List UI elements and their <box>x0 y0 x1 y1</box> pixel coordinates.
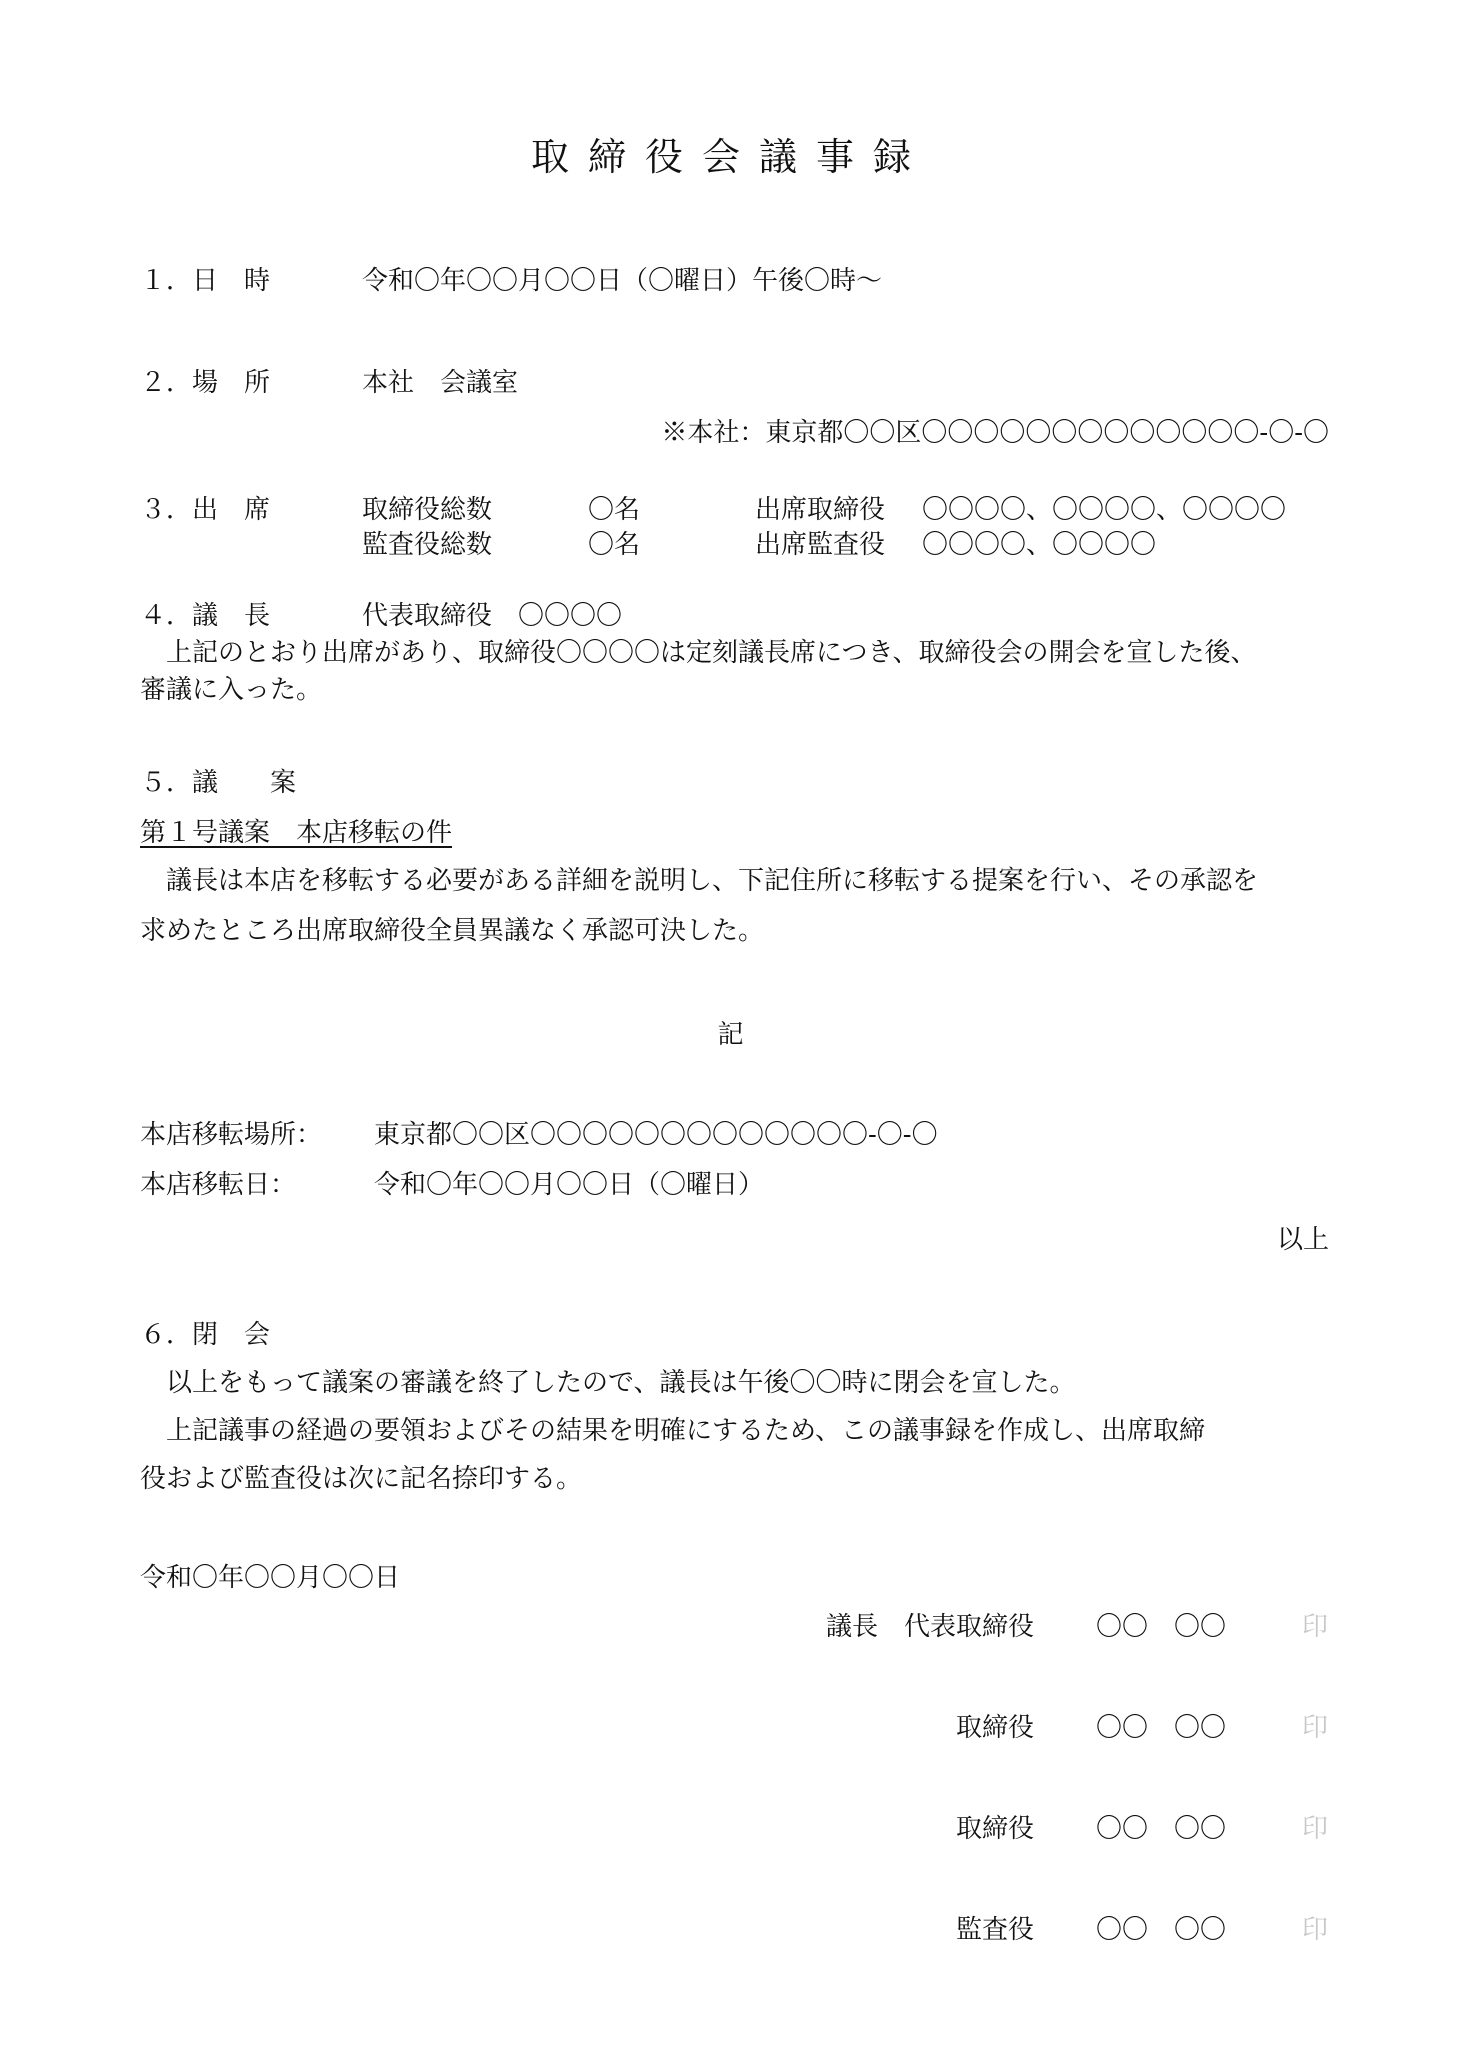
signature-chair-role: 議長 代表取締役 <box>825 1612 1034 1642</box>
attendance-directors-kind: 取締役総数 <box>362 495 493 525</box>
signature-director1-name: 〇〇 〇〇 <box>1096 1713 1227 1743</box>
signature-director1-seal: 印 <box>1302 1713 1329 1743</box>
section-place-value: 本社 会議室 <box>362 368 519 398</box>
attendance-directors-count: 〇名 <box>588 495 641 525</box>
closing-paragraph2-line2: 役および監査役は次に記名捺印する。 <box>140 1464 583 1494</box>
attendance-auditors-kind: 監査役総数 <box>362 530 493 560</box>
section-attendance-label: ３．出 席 <box>140 495 271 525</box>
ijou: 以上 <box>1276 1225 1329 1255</box>
relocation-date-value: 令和〇年〇〇月〇〇日（〇曜日） <box>374 1170 765 1200</box>
attendance-auditors-count: 〇名 <box>588 530 641 560</box>
signature-auditor-name: 〇〇 〇〇 <box>1096 1915 1227 1945</box>
page-title: 取締役会議事録 <box>530 135 930 179</box>
signature-director2-name: 〇〇 〇〇 <box>1096 1814 1227 1844</box>
agenda-item-title: 第１号議案 本店移転の件 <box>140 818 453 848</box>
section-chair-label: ４．議 長 <box>140 601 271 631</box>
signature-auditor-seal: 印 <box>1302 1915 1329 1945</box>
signature-chair-name: 〇〇 〇〇 <box>1096 1612 1227 1642</box>
attendance-auditors-names: 〇〇〇〇、〇〇〇〇 <box>922 530 1157 560</box>
document-date: 令和〇年〇〇月〇〇日 <box>140 1563 401 1593</box>
closing-paragraph1: 以上をもって議案の審議を終了したので、議長は午後〇〇時に閉会を宣した。 <box>166 1368 1076 1398</box>
section-datetime-value: 令和〇年〇〇月〇〇日（〇曜日）午後〇時～ <box>362 266 883 296</box>
signature-chair-seal: 印 <box>1302 1612 1329 1642</box>
relocation-date-label: 本店移転日： <box>140 1170 297 1200</box>
relocation-place-label: 本店移転場所： <box>140 1120 323 1150</box>
section-closing-label: ６．閉 会 <box>140 1320 271 1350</box>
signature-director2-seal: 印 <box>1302 1814 1329 1844</box>
agenda-paragraph-line2: 求めたところ出席取締役全員異議なく承認可決した。 <box>140 916 765 946</box>
ki-heading: 記 <box>717 1020 744 1050</box>
closing-paragraph2-line1: 上記議事の経過の要領およびその結果を明確にするため、この議事録を作成し、出席取締 <box>166 1416 1205 1446</box>
chair-paragraph-line2: 審議に入った。 <box>140 675 323 705</box>
relocation-place-value: 東京都〇〇区〇〇〇〇〇〇〇〇〇〇〇〇〇-〇-〇 <box>374 1120 938 1150</box>
attendance-auditors-label: 出席監査役 <box>755 530 886 560</box>
chair-paragraph-line1: 上記のとおり出席があり、取締役〇〇〇〇は定刻議長席につき、取締役会の開会を宣した後、 <box>166 638 1257 668</box>
section-place-label: ２．場 所 <box>140 368 271 398</box>
attendance-directors-label: 出席取締役 <box>755 495 886 525</box>
section-chair-value: 代表取締役 〇〇〇〇 <box>362 601 623 631</box>
section-datetime-label: １．日 時 <box>140 266 271 296</box>
attendance-directors-names: 〇〇〇〇、〇〇〇〇、〇〇〇〇 <box>922 495 1287 525</box>
signature-auditor-role: 監査役 <box>955 1915 1034 1945</box>
section-place-note: ※本社：東京都〇〇区〇〇〇〇〇〇〇〇〇〇〇〇〇-〇-〇 <box>661 418 1329 448</box>
signature-director1-role: 取締役 <box>955 1713 1034 1743</box>
signature-director2-role: 取締役 <box>955 1814 1034 1844</box>
agenda-paragraph-line1: 議長は本店を移転する必要がある詳細を説明し、下記住所に移転する提案を行い、その承認を <box>166 866 1259 896</box>
section-agenda-label: ５．議 案 <box>140 768 297 798</box>
